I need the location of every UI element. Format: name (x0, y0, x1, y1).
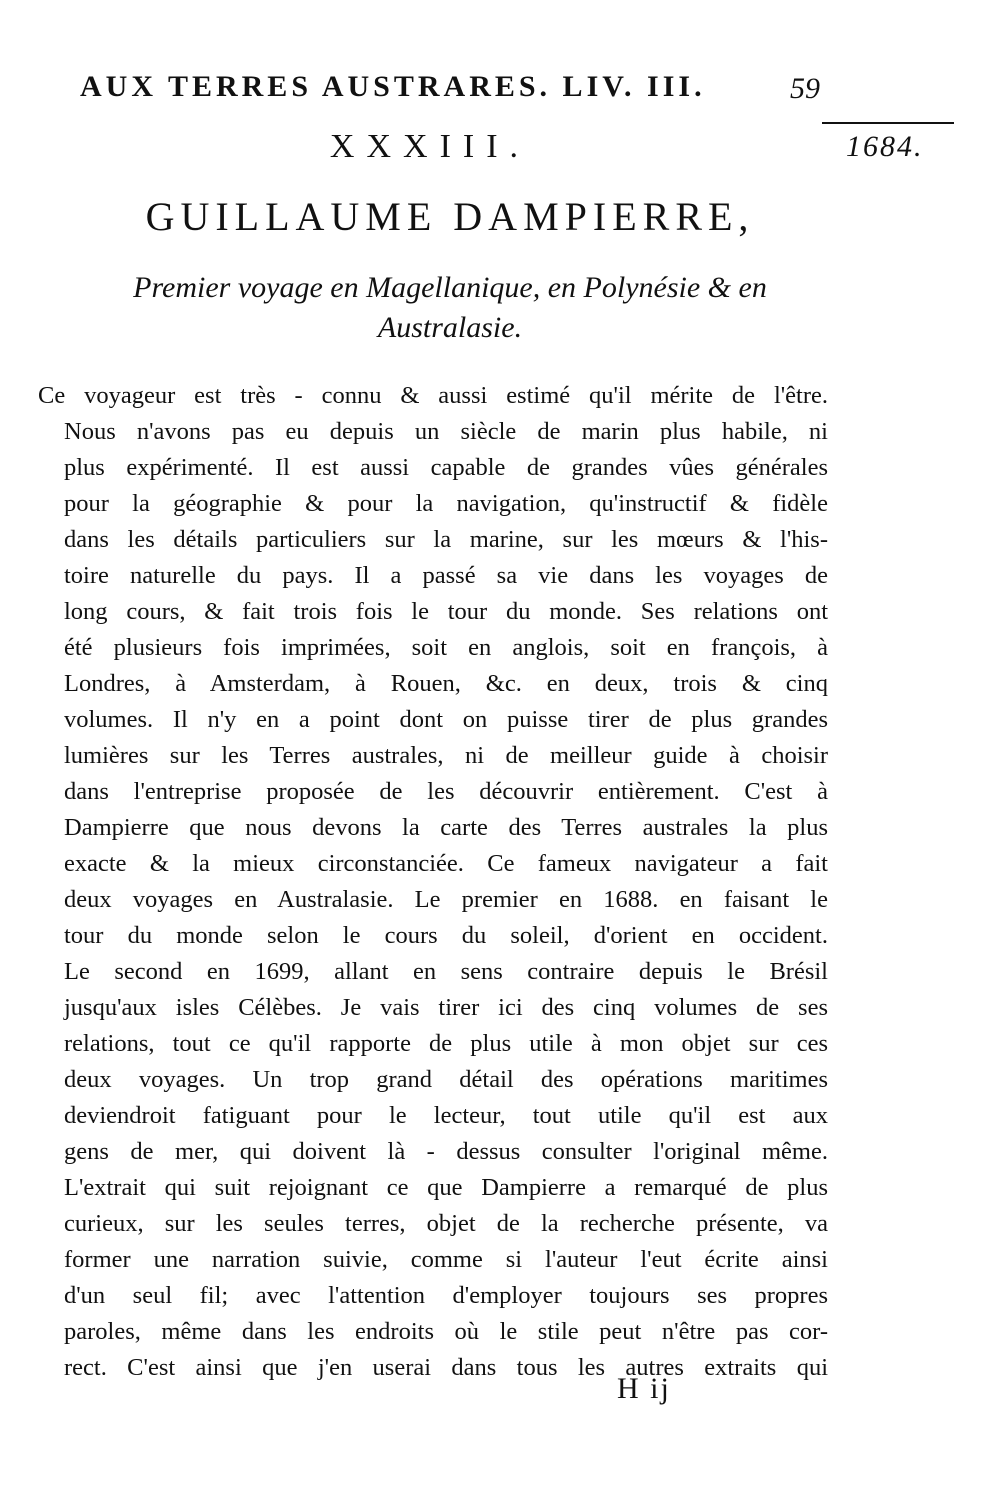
text-line: former une narration suivie, comme si l'auteur l'eut écrite ainsi (64, 1246, 828, 1273)
text-line: rect. C'est ainsi que j'en userai dans tous les autres extraits qui (64, 1354, 828, 1381)
text-line: exacte & la mieux circonstanciée. Ce fameux navigateur a fait (64, 850, 828, 877)
text-line: Le second en 1699, allant en sens contraire depuis le Brésil (64, 958, 828, 985)
text-line: Ce voyageur est très - connu & aussi estimé qu'il mérite de l'être. (38, 382, 828, 409)
text-line: tour du monde selon le cours du soleil, d'orient en occident. (64, 922, 828, 949)
text-line: deux voyages en Australasie. Le premier en 1688. en faisant le (64, 886, 828, 913)
margin-year: 1684. (846, 130, 924, 163)
text-line: été plusieurs fois imprimées, soit en anglois, soit en françois, à (64, 634, 828, 661)
text-line: volumes. Il n'y en a point dont on puisse tirer de plus grandes (64, 706, 828, 733)
text-line: Nous n'avons pas eu depuis un siècle de marin plus habile, ni (64, 418, 828, 445)
text-line: deux voyages. Un trop grand détail des opérations maritimes (64, 1066, 828, 1093)
text-line: dans l'entreprise proposée de les découvrir entièrement. C'est à (64, 778, 828, 805)
text-line: d'un seul fil; avec l'attention d'employer toujours ses propres (64, 1282, 828, 1309)
chapter-subtitle-line: Premier voyage en Magellanique, en Polynésie & en (133, 271, 767, 304)
text-line: relations, tout ce qu'il rapporte de plus utile à mon objet sur ces (64, 1030, 828, 1057)
text-line: Dampierre que nous devons la carte des Terres australes la plus (64, 814, 828, 841)
chapter-subtitle (40, 268, 860, 348)
text-line: paroles, même dans les endroits où le stile peut n'être pas cor- (64, 1318, 828, 1345)
body-text (38, 378, 828, 1386)
text-line: lumières sur les Terres australes, ni de meilleur guide à choisir (64, 742, 828, 769)
text-line: deviendroit fatiguant pour le lecteur, tout utile qu'il est aux (64, 1102, 828, 1129)
text-line: L'extrait qui suit rejoignant ce que Dampierre a remarqué de plus (64, 1174, 828, 1201)
chapter-subtitle-line: Australasie. (377, 311, 523, 344)
text-line: Londres, à Amsterdam, à Rouen, &c. en deux, trois & cinq (64, 670, 828, 697)
chapter-number: XXXIII. (329, 128, 531, 165)
text-line: dans les détails particuliers sur la marine, sur les mœurs & l'his- (64, 526, 828, 553)
text-line: jusqu'aux isles Célèbes. Je vais tirer ici des cinq volumes de ses (64, 994, 828, 1021)
text-line: gens de mer, qui doivent là - dessus consulter l'original même. (64, 1138, 828, 1165)
text-line: toire naturelle du pays. Il a passé sa vie dans les voyages de (64, 562, 828, 589)
page-number: 59 (790, 72, 820, 105)
chapter-title: GUILLAUME DAMPIERRE, (145, 194, 755, 239)
running-head: AUX TERRES AUSTRARES. LIV. III. (80, 70, 706, 103)
text-line: long cours, & fait trois fois le tour du monde. Ses relations ont (64, 598, 828, 625)
signature-mark: H ij (617, 1372, 671, 1405)
margin-rule (822, 122, 954, 124)
text-line: curieux, sur les seules terres, objet de la recherche présente, va (64, 1210, 828, 1237)
text-line: plus expérimenté. Il est aussi capable de grandes vûes générales (64, 454, 828, 481)
text-line: pour la géographie & pour la navigation, qu'instructif & fidèle (64, 490, 828, 517)
